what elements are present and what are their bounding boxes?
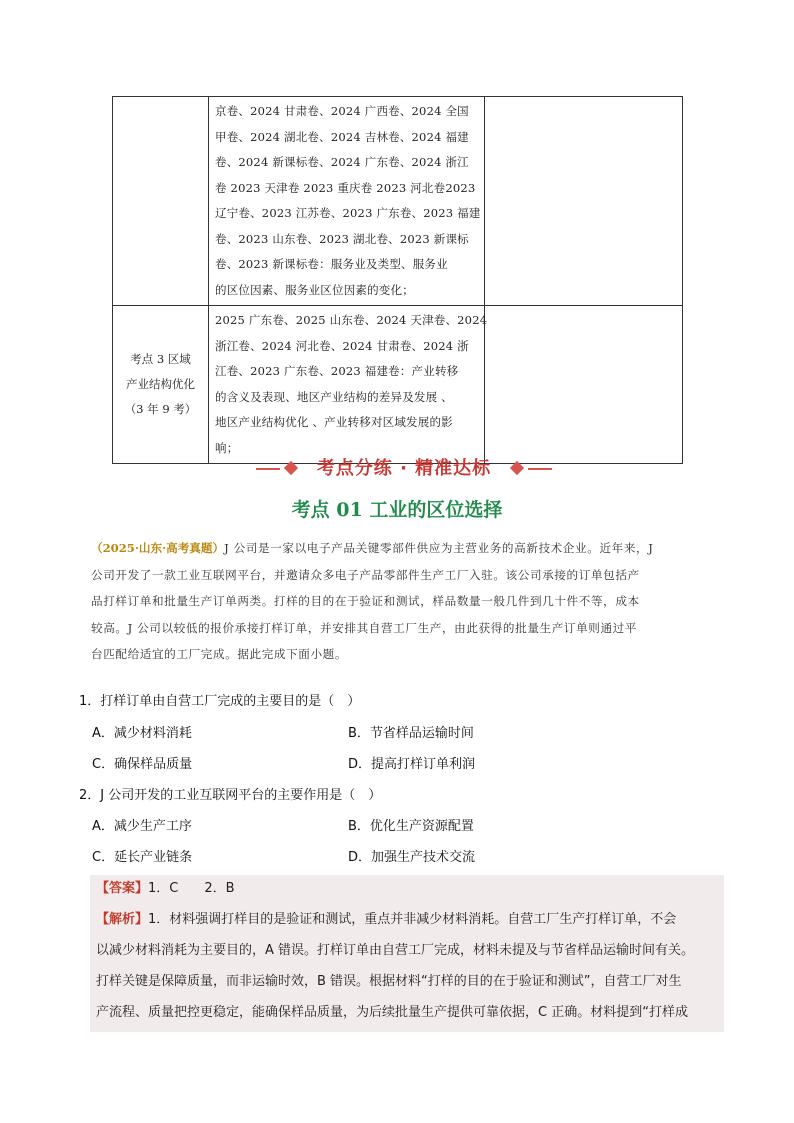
analysis-tag: 【解析】 (96, 912, 149, 927)
exam-source-cell (209, 306, 488, 464)
answer-box (90, 875, 724, 1032)
material-line: 较高。J 公司以较低的报价承接打样订单，并安排其自营工厂生产，由此获得的批量生产订单则通过平 (91, 620, 638, 635)
option-b: B．节省样品运输时间 (348, 726, 474, 741)
source-line: 地区产业结构优化 、产业转移对区域发展的影 (215, 415, 453, 429)
notes-cell (485, 306, 683, 464)
table-row (113, 97, 683, 306)
source-line: 的区位因素、服务业区位因素的变化； (215, 282, 414, 297)
exam-point-name-cell (113, 306, 209, 464)
diamond-icon (510, 461, 524, 475)
notes-cell (485, 97, 683, 306)
exam-point-name-line: 产业结构优化 (126, 377, 195, 391)
exam-point-name-line: 考点 3 区域 (130, 352, 191, 366)
exam-point-name-line: （3 年 9 考） (124, 402, 197, 416)
source-line: 辽宁卷、2023 江苏卷、2023 广东卷、2023 福建 (215, 206, 481, 220)
source-line: 甲卷、2024 湖北卷、2024 吉林卷、2024 福建 (215, 129, 469, 144)
source-line: 江卷、2023 广东卷、2023 福建卷：产业转移 (215, 364, 459, 378)
source-line: 的含义及表现、地区产业结构的差异及发展 、 (215, 389, 453, 404)
material-line: 台匹配给适宜的工厂完成。据此完成下面小题。 (91, 647, 348, 661)
option-d: D．加强生产技术交流 (348, 850, 476, 865)
answer-line (96, 879, 235, 899)
material-line (91, 535, 733, 562)
source-line: 京卷、2024 甘肃卷、2024 广西卷、2024 全国 (215, 104, 469, 118)
exam-source-cell (209, 97, 485, 306)
analysis-line: 打样关键是保障质量，而非运输时效，B 错误。根据材料“打样的目的在于验证和测试”，自营工厂对生 (96, 974, 682, 989)
exam-point-name-cell (113, 97, 209, 306)
answer-tag: 【答案】 (96, 881, 149, 896)
option-a: A．减少材料消耗 (92, 726, 192, 741)
analysis-line: 产流程、质量把控更稳定，能确保样品质量，为后续批量生产提供可靠依据，C 正确。材料提到“打样成 (96, 1005, 688, 1020)
material-source: （2025·山东·高考真题） (91, 541, 225, 555)
banner-divider (256, 468, 280, 470)
analysis-text: 1．材料强调打样目的是验证和测试，重点并非减少材料消耗。自营工厂生产打样订单，不会 (148, 912, 677, 927)
option-a: A．减少生产工序 (92, 819, 192, 834)
material-text: J 公司是一家以电子产品关键零部件供应为主营业务的高新技术企业。近年来，J (224, 541, 654, 555)
option-d: D．提高打样订单利润 (348, 757, 476, 772)
source-line: 2025 广东卷、2025 山东卷、2024 天津卷、2024 (215, 313, 488, 327)
source-line: 浙江卷、2024 河北卷、2024 甘肃卷、2024 浙 (215, 338, 469, 353)
exam-point-table (112, 96, 683, 464)
material-line: 公司开发了一款工业互联网平台，并邀请众多电子产品零部件生产工厂入驻。该公司承接的订单包括产 (91, 567, 640, 582)
source-line: 响； (215, 440, 239, 455)
question-stem: 1．打样订单由自营工厂完成的主要目的是（ ） (79, 694, 361, 709)
option-b: B．优化生产资源配置 (348, 819, 474, 834)
section-banner (256, 456, 552, 482)
material-line: 品打样订单和批量生产订单两类。打样的目的在于验证和测试，样品数量一般几件到几十件不等，成本 (91, 594, 640, 608)
source-line: 卷、2024 新课标卷、2024 广东卷、2024 浙江 (215, 155, 469, 169)
banner-text: 考点分练 · 精准达标 (316, 458, 492, 479)
source-line: 卷、2023 新课标卷：服务业及类型、服务业 (215, 257, 448, 271)
source-line: 卷 2023 天津卷 2023 重庆卷 2023 河北卷2023 (215, 180, 476, 195)
analysis-line (96, 910, 676, 930)
answer-text: 1．C 2．B (148, 881, 235, 896)
table-row (113, 306, 683, 464)
question-stem: 2．J 公司开发的工业互联网平台的主要作用是（ ） (79, 788, 382, 803)
source-line: 卷、2023 山东卷、2023 湖北卷、2023 新课标 (215, 231, 469, 246)
option-c: C．延长产业链条 (92, 850, 193, 865)
material-passage (91, 535, 733, 668)
banner-divider (528, 468, 552, 470)
analysis-line: 以减少材料消耗为主要目的，A 错误。打样订单由自营工厂完成，材料未提及与节省样品运输时间有关。 (96, 943, 695, 958)
option-c: C．确保样品质量 (92, 757, 193, 772)
section-title: 考点 01 工业的区位选择 (291, 499, 503, 521)
diamond-icon (284, 461, 298, 475)
